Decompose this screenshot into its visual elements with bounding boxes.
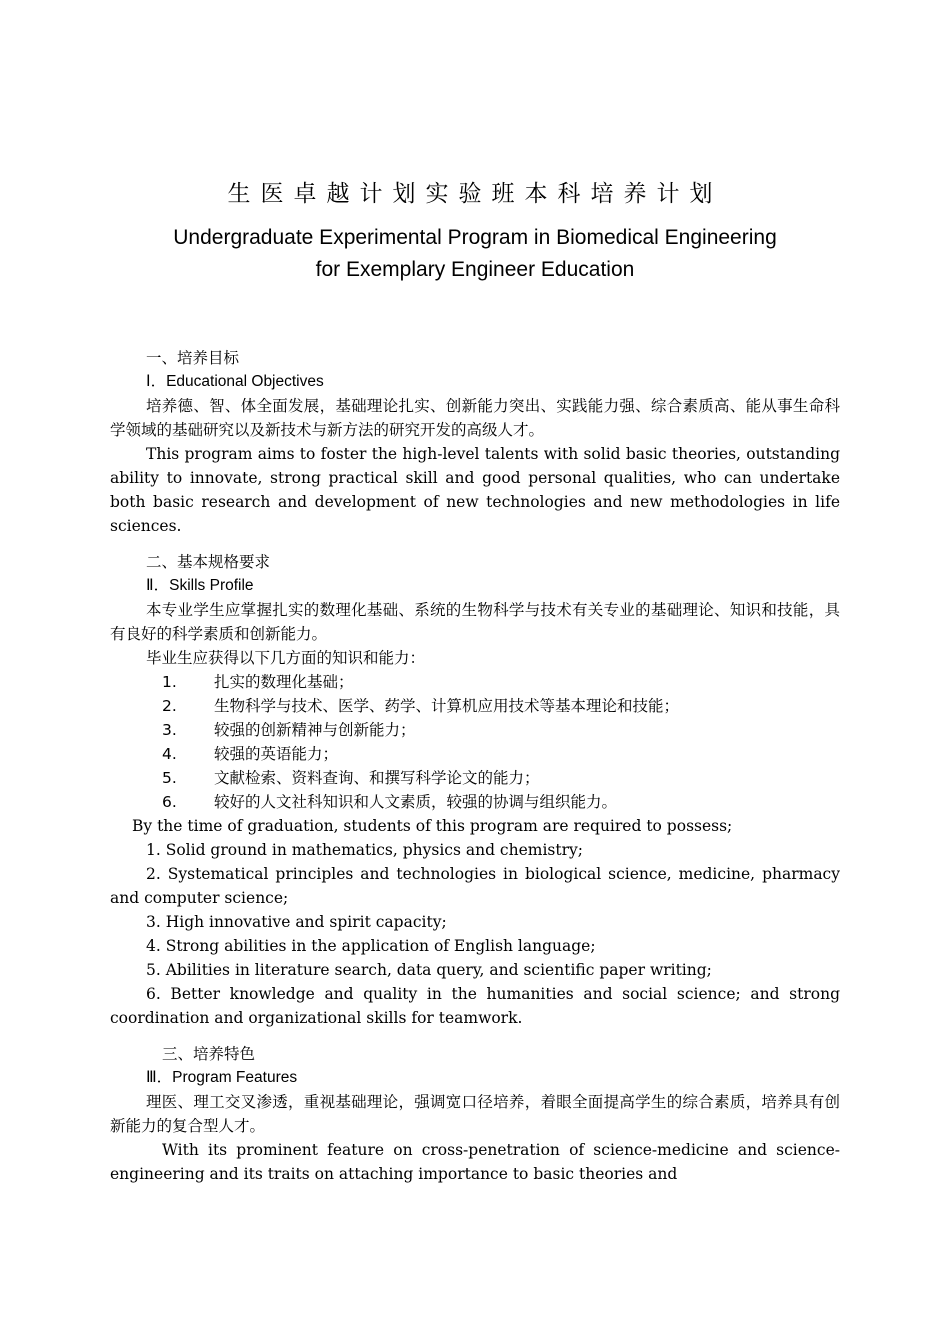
- document-body: [110, 346, 840, 1186]
- list-item: 3. 较强的创新精神与创新能力；: [162, 721, 416, 739]
- list-item: 2. Systematical principles and technologies in biological science, medicine, pharmacy and computer science;: [110, 865, 840, 907]
- section2-list-en: [110, 838, 840, 1030]
- document-title-en-line1: Undergraduate Experimental Program in Biomedical Engineering: [173, 226, 777, 249]
- list-item: 5. Abilities in literature search, data query, and scientific paper writing;: [146, 961, 712, 979]
- list-item: 1. Solid ground in mathematics, physics and chemistry;: [146, 841, 583, 859]
- list-item: 4. 较强的英语能力；: [162, 745, 339, 763]
- section1-heading-cn: 一、培养目标: [146, 349, 240, 367]
- section3-heading-en: Ⅲ．Program Features: [146, 1069, 298, 1086]
- section2-lead-en: By the time of graduation, students of this program are required to possess;: [132, 817, 733, 835]
- section3-paragraph-cn: 理医、理工交叉渗透，重视基础理论，强调宽口径培养，着眼全面提高学生的综合素质，培养具有创新能力的复合型人才。: [110, 1093, 840, 1135]
- section1-paragraph-cn: 培养德、智、体全面发展，基础理论扎实、创新能力突出、实践能力强、综合素质高、能从事生命科学领域的基础研究以及新技术与新方法的研究开发的高级人才。: [110, 397, 840, 439]
- section2-heading-en: Ⅱ．Skills Profile: [146, 577, 254, 594]
- document-title-en: [0, 222, 950, 286]
- list-item: 2. 生物科学与技术、医学、药学、计算机应用技术等基本理论和技能；: [162, 697, 680, 715]
- document-title-cn: 生医卓越计划实验班本科培养计划: [227, 181, 723, 207]
- document-title-en-line2: for Exemplary Engineer Education: [315, 258, 635, 281]
- list-item: 1. 扎实的数理化基础；: [162, 673, 354, 691]
- section1-paragraph-en: This program aims to foster the high-level talents with solid basic theories, outstanding ability to innovate, strong practical skill and good personal qualities, who can undertake both basic research and development of new technologies and new methodologies in life sciences.: [110, 445, 840, 535]
- section2-paragraph-cn: 本专业学生应掌握扎实的数理化基础、系统的生物科学与技术有关专业的基础理论、知识和技能，具有良好的科学素质和创新能力。: [110, 601, 840, 643]
- section3-paragraph-en: With its prominent feature on cross-penetration of science-medicine and science-engineering and its traits on attaching importance to basic theories and: [110, 1141, 840, 1183]
- list-item: 3. High innovative and spirit capacity;: [146, 913, 447, 931]
- section2-heading-cn: 二、基本规格要求: [146, 553, 271, 571]
- list-item: 5. 文献检索、资料查询、和撰写科学论文的能力；: [162, 769, 540, 787]
- list-item: 4. Strong abilities in the application of English language;: [146, 937, 596, 955]
- list-item: 6. Better knowledge and quality in the humanities and social science; and strong coordination and organizational skills for teamwork.: [110, 985, 840, 1027]
- section2-list-cn: [110, 670, 840, 814]
- list-item: 6. 较好的人文社科知识和人文素质，较强的协调与组织能力。: [162, 793, 618, 811]
- section2-lead-cn: 毕业生应获得以下几方面的知识和能力：: [146, 649, 426, 667]
- section1-heading-en: Ⅰ．Educational Objectives: [146, 373, 324, 390]
- section3-heading-cn: 三、培养特色: [162, 1045, 256, 1063]
